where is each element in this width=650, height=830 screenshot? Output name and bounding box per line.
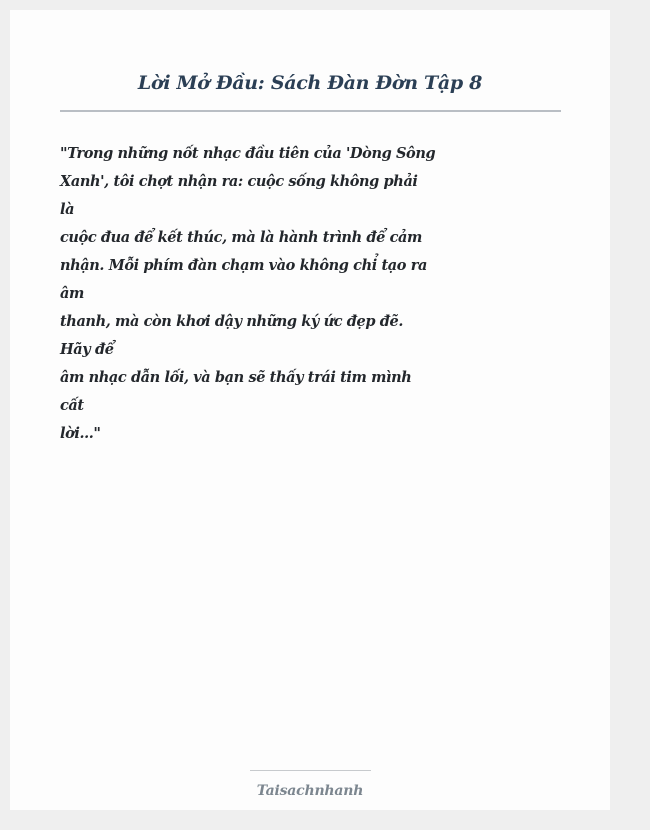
preface-line: lời..." bbox=[60, 425, 101, 442]
preface-text bbox=[60, 140, 436, 448]
title-divider bbox=[60, 110, 561, 112]
preface-line: Hãy để bbox=[60, 341, 114, 358]
preface-line: nhận. Mỗi phím đàn chạm vào không chỉ tạo ra bbox=[60, 257, 427, 274]
preface-line: là bbox=[60, 201, 75, 218]
preface-line: thanh, mà còn khơi dậy những ký ức đẹp đẽ. bbox=[60, 313, 403, 330]
document-page bbox=[10, 10, 610, 810]
footer-brand: Taisachnhanh bbox=[256, 783, 364, 799]
preface-line: cuộc đua để kết thúc, mà là hành trình để cảm bbox=[60, 229, 422, 246]
preface-line: âm nhạc dẫn lối, và bạn sẽ thấy trái tim mình bbox=[60, 369, 412, 386]
page-title: Lời Mở Đầu: Sách Đàn Đờn Tập 8 bbox=[137, 72, 483, 94]
preface-line: "Trong những nốt nhạc đầu tiên của 'Dòng Sông bbox=[60, 145, 436, 162]
preface-line: Xanh', tôi chợt nhận ra: cuộc sống không phải bbox=[60, 173, 418, 190]
preface-line: âm bbox=[60, 285, 84, 302]
footer-divider bbox=[250, 770, 371, 771]
preface-line: cất bbox=[60, 397, 84, 414]
